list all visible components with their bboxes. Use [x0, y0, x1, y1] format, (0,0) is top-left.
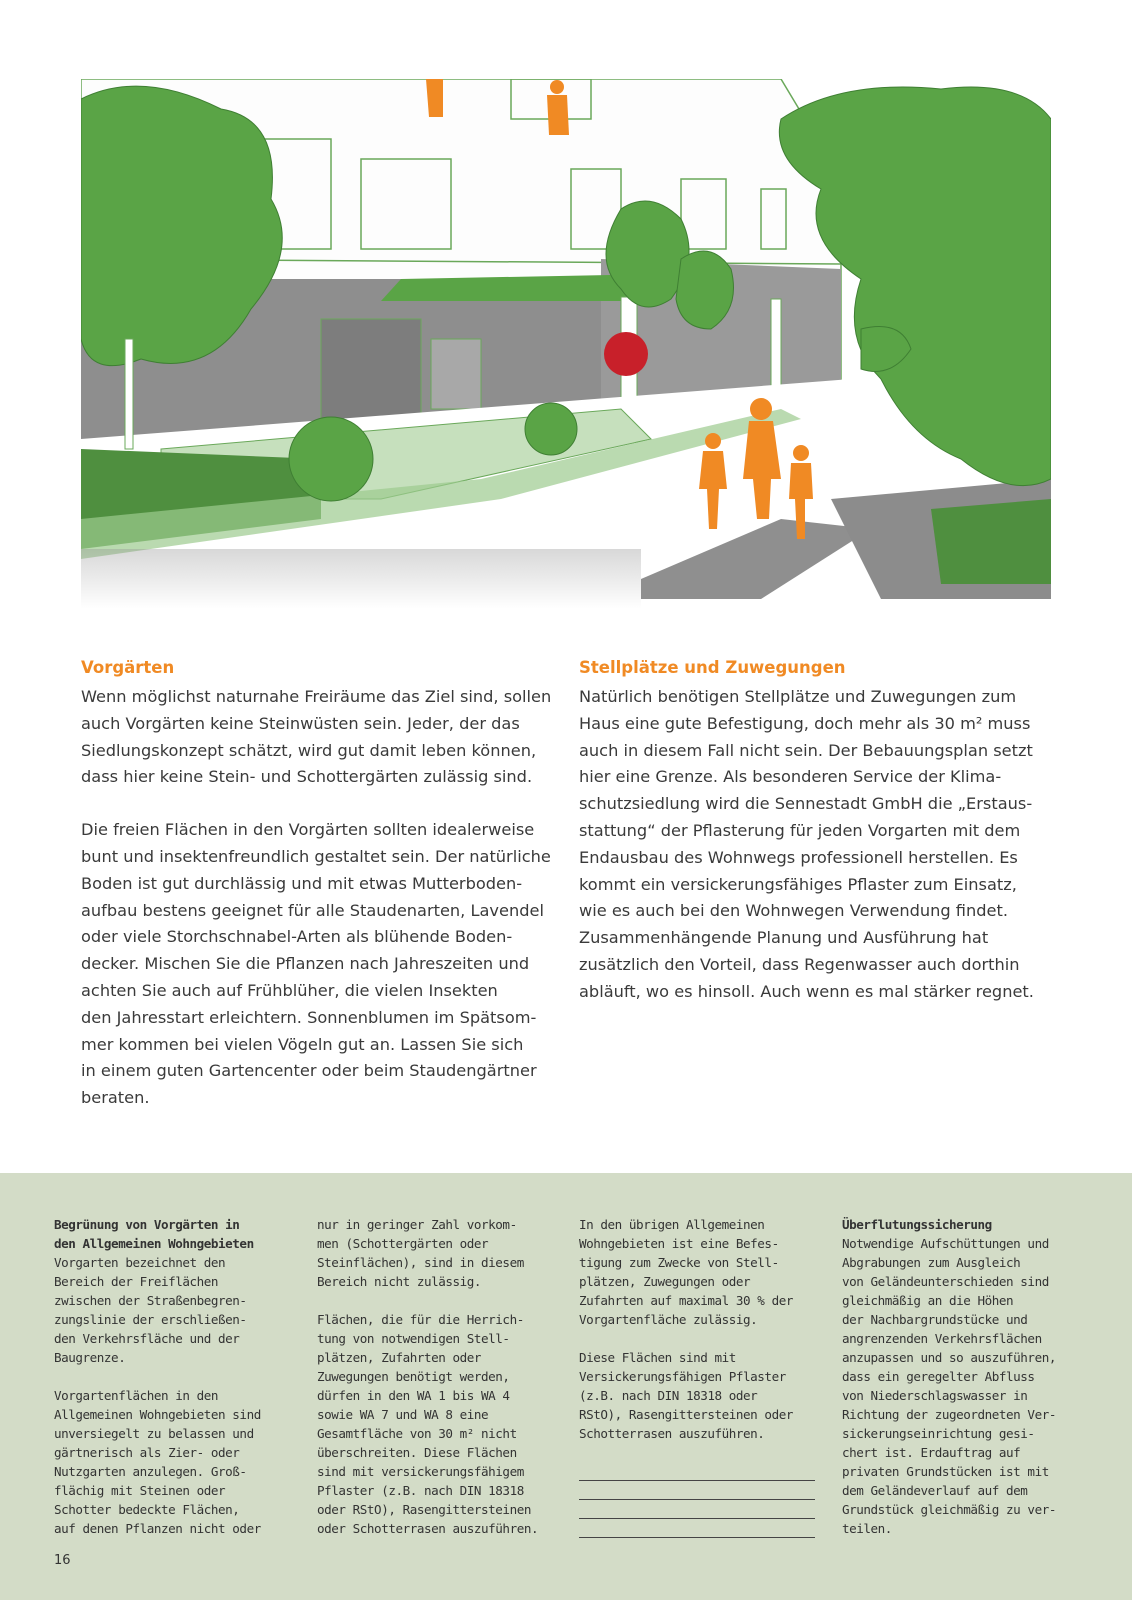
legal-text: Vorgartenflächen in den Allgemeinen Wohngebieten sind unversiegelt zu belassen und gärtnerisch als Zier- oder Nutzgarten anzulegen. Groß- flächig mit Steinen oder Schotter bedeckte Flächen, auf denen Pflanzen nicht oder [54, 1388, 261, 1536]
parking-paragraph: Natürlich benötigen Stellplätze und Zuwegungen zum Haus eine gute Befestigung, doch mehr als 30 m² muss auch in diesem Fall nicht sein. Der Bebauungsplan setzt hier eine Grenze. Als besonderen Service der Klima- schutzsiedlung wird die Sennestadt GmbH die „Erstaus- stattung“ der Pflasterung für jeden Vorgarten mit dem Endausbau des Wohnwegs professionell herstellen. Es kommt ein versickerungsfähiges Pflaster zum Einsatz, wie es auch bei den Wohnwegen Verwendung findet. Zusammenhängende Planung und Ausführung hat zusätzlich den Vorteil, dass Regenwasser auch dorthin abläuft, wo es hinsoll. Auch wenn es mal stärker regnet. [579, 687, 1034, 1001]
legal-text: Notwendige Aufschüttungen und Abgrabungen zum Ausgleich von Geländeunterschieden sind gleichmäßig an die Höhen der Nachbargrundstücke und angrenzenden Verkehrsflächen anzupassen und so auszuführen, dass ein geregelter Abfluss von Niederschlagswasser in Richtung der zugeordneten Ver- sickerungseinrichtung gesi- chert ist. Erdauftrag auf privaten Grundstücken ist mit dem Geländeverlauf auf dem Grundstück gleichmäßig zu ver- teilen. [842, 1236, 1056, 1536]
legal-text: In den übrigen Allgemeinen Wohngebieten ist eine Befes- tigung zum Zwecke von Stell- plätzen, Zuwegungen oder Zufahrten auf maximal 30 % der Vorgartenfläche zulässig. [579, 1217, 793, 1327]
legal-column-2 [317, 1215, 562, 1557]
parking-heading: Stellplätze und Zuwegungen [579, 658, 846, 677]
front-gardens-heading: Vorgärten [81, 658, 175, 677]
legal-box [0, 1173, 1132, 1600]
legal-text: Flächen, die für die Herrich- tung von notwendigen Stell- plätzen, Zufahrten oder Zuwegungen benötigt werden, dürfen in den WA 1 bis WA 4 sowie WA 7 und WA 8 eine Gesamtfläche von 30 m² nicht überschreiten. Diese Flächen sind mit versickerungsfähigem Pflaster (z.B. nach DIN 18318 oder RStO), Rasengittersteinen oder Schotterrasen auszuführen. [317, 1312, 539, 1536]
legal-text: nur in geringer Zahl vorkom- men (Schottergärten oder Steinflächen), sind in diesem Bereich nicht zulässig. [317, 1217, 524, 1289]
legal-text: Diese Flächen sind mit Versickerungsfähigen Pflaster (z.B. nach DIN 18318 oder RStO), Rasengittersteinen oder Schotterrasen auszuführen. [579, 1350, 793, 1441]
page-number: 16 [54, 1553, 71, 1568]
legal-column-4 [842, 1215, 1087, 1557]
legal-text: Vorgarten bezeichnet den Bereich der Freiflächen zwischen der Straßenbegren- zungslinie der erschließen- den Verkehrsfläche und der Baugrenze. [54, 1255, 247, 1365]
legal-heading-flood: Überflutungssicherung [842, 1217, 992, 1232]
blank-line [579, 1500, 815, 1519]
front-gardens-paragraph-1: Wenn möglichst naturnahe Freiräume das Ziel sind, sollen auch Vorgärten keine Steinwüsten sein. Jeder, der das Siedlungskonzept schätzt, wird gut damit leben können, dass hier keine Stein- und Schottergärten zulässig sind. [81, 687, 552, 787]
parking-section [579, 656, 1059, 1032]
blank-line [579, 1481, 815, 1500]
blank-line [579, 1519, 815, 1538]
legal-column-3 [579, 1215, 824, 1538]
front-gardens-paragraph-2: Die freien Flächen in den Vorgärten sollten idealerweise bunt und insektenfreundlich gestaltet sein. Der natürliche Boden ist gut durchlässig und mit etwas Mutterboden- aufbau bestens geeignet für alle Staudenarten, Lavendel oder viele Storchschnabel-Arten als blühende Boden- decker. Mischen Sie die Pflanzen nach Jahreszeiten und achten Sie auch auf Frühblüher, die vielen Insekten den Jahresstart erleichtern. Sonnenblumen im Spätsom- mer kommen bei vielen Vögeln gut an. Lassen Sie sich in einem guten Gartencenter oder beim Staudengärtner beraten. [81, 820, 551, 1108]
blank-lines [579, 1462, 824, 1538]
blank-line [579, 1462, 815, 1481]
legal-heading-greening: Begrünung von Vorgärten in den Allgemeinen Wohngebieten [54, 1217, 254, 1251]
front-gardens-section [81, 656, 556, 1138]
legal-column-1 [54, 1215, 299, 1557]
front-garden-illustration [81, 79, 1051, 609]
